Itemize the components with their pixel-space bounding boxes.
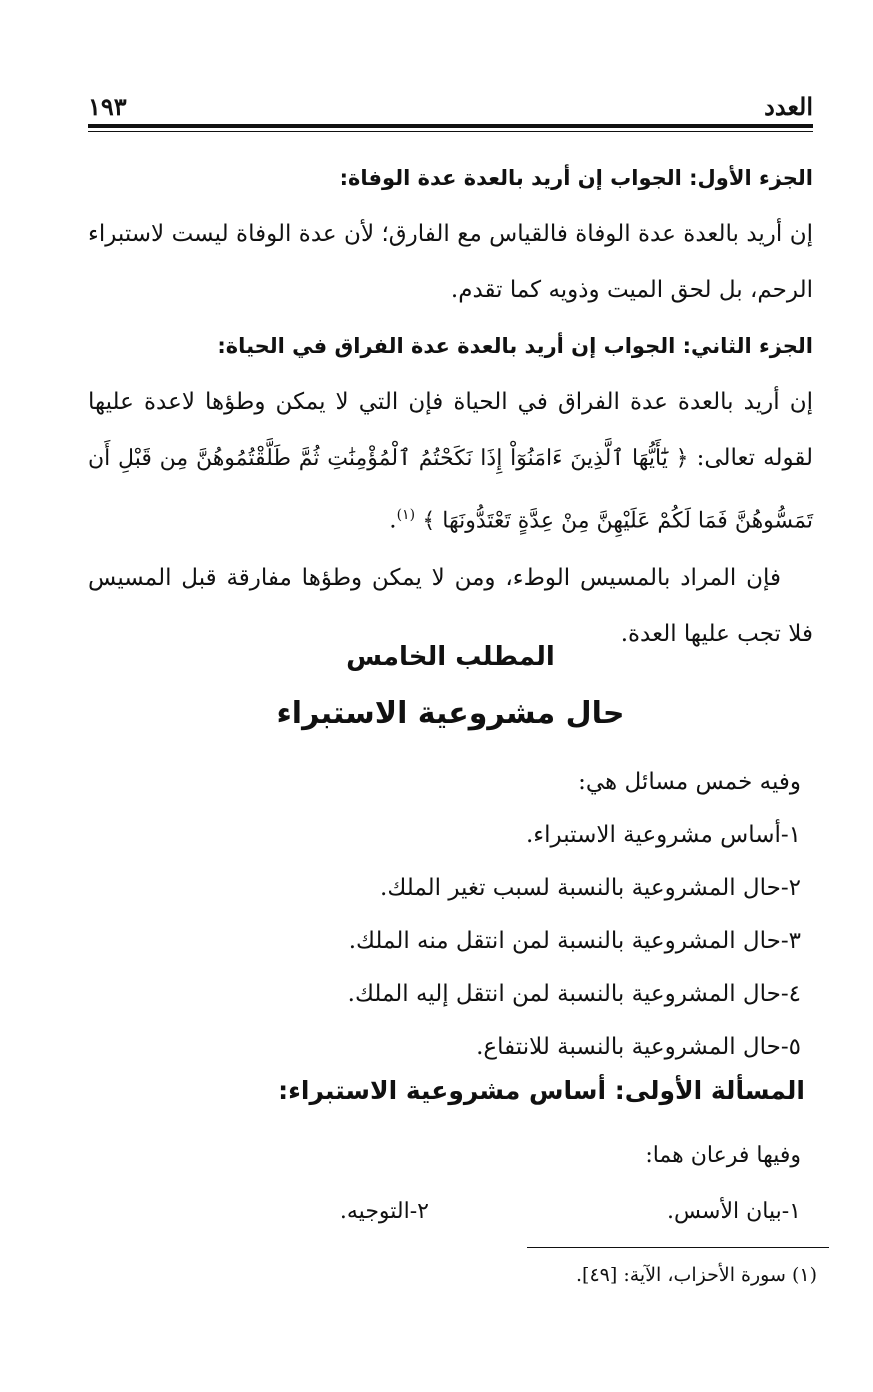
header-rule-thin bbox=[88, 131, 813, 132]
footnote-marker: (١) bbox=[396, 507, 416, 523]
issues-intro: وفيه خمس مسائل هي: bbox=[578, 769, 801, 795]
footnote-separator bbox=[527, 1247, 829, 1248]
issue-item-2: ٢-حال المشروعية بالنسبة لسبب تغير الملك. bbox=[380, 875, 801, 901]
footnote: (١) سورة الأحزاب، الآية: [٤٩]. bbox=[576, 1264, 817, 1286]
branches-row bbox=[88, 1184, 801, 1240]
issue-item-4: ٤-حال المشروعية بالنسبة لمن انتقل إليه الملك. bbox=[347, 981, 801, 1007]
part1-heading: الجزء الأول: الجواب إن أريد بالعدة عدة الوفاة: bbox=[339, 166, 813, 190]
issue-item-5: ٥-حال المشروعية بالنسبة للانتفاع. bbox=[476, 1034, 801, 1060]
running-title: العدد bbox=[764, 92, 813, 121]
first-issue-body bbox=[88, 1128, 801, 1240]
branch-item-1: ١-بيان الأسس. bbox=[666, 1199, 801, 1224]
part2-conclusion: فإن المراد بالمسيس الوطء، ومن لا يمكن وطؤها مفارقة قبل المسيس فلا تجب عليها العدة. bbox=[88, 564, 813, 647]
part2-tail: . bbox=[389, 507, 397, 534]
running-header bbox=[88, 92, 813, 124]
issues-list bbox=[88, 756, 801, 1074]
part1-paragraph: إن أريد بالعدة عدة الوفاة فالقياس مع الفارق؛ لأن عدة الوفاة ليست لاستبراء الرحم، بل لحق الميت وذويه كما تقدم. bbox=[88, 221, 813, 303]
first-issue-heading: المسألة الأولى: أساس مشروعية الاستبراء: bbox=[278, 1076, 805, 1105]
header-rule-thick bbox=[88, 124, 813, 128]
matlab-subtitle: حال مشروعية الاستبراء bbox=[276, 696, 625, 731]
part2-intro: إن أريد بالعدة عدة الفراق في الحياة فإن التي لا يمكن وطؤها لاعدة عليها لقوله تعالى: bbox=[88, 389, 814, 471]
page-number: ١٩٣ bbox=[88, 92, 127, 121]
matlab-title: المطلب الخامس bbox=[346, 642, 555, 672]
main-text-block bbox=[88, 150, 813, 662]
issue-item-1: ١-أساس مشروعية الاستبراء. bbox=[526, 822, 801, 848]
quran-verse: ﴿ يَٰٓأَيُّهَا ٱلَّذِينَ ءَامَنُوٓاْ إِذَا نَكَحْتُمُ ٱلْمُؤْمِنَٰتِ ثُمَّ طَلَّقْتُمُوهُنَّ مِن قَبْلِ أَن تَمَسُّوهُنَّ فَمَا لَكُمْ عَلَيْهِنَّ مِنْ عِدَّةٍ تَعْتَدُّونَهَا ﴾ bbox=[88, 446, 813, 534]
issue-item-3: ٣-حال المشروعية بالنسبة لمن انتقل منه الملك. bbox=[348, 928, 801, 954]
branch-item-2: ٢-التوجيه. bbox=[339, 1199, 429, 1224]
first-issue-intro: وفيها فرعان هما: bbox=[645, 1143, 801, 1168]
part2-paragraph bbox=[88, 374, 813, 550]
part2-heading: الجزء الثاني: الجواب إن أريد بالعدة عدة الفراق في الحياة: bbox=[217, 334, 813, 358]
